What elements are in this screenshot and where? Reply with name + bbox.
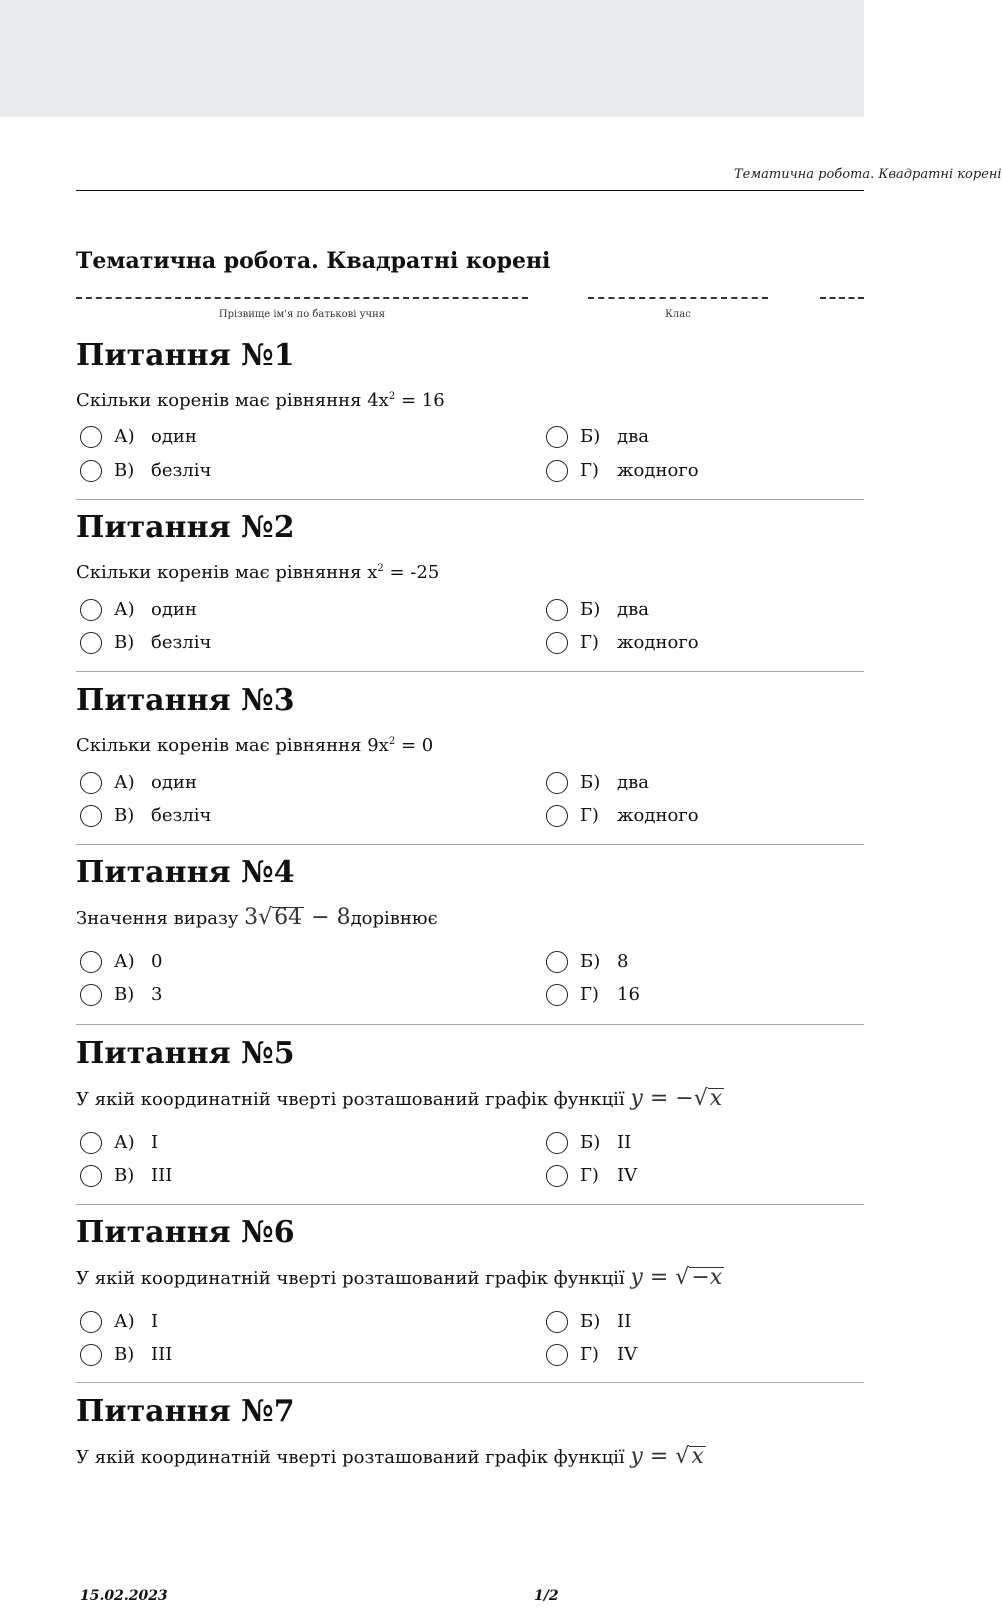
question-title: Питання №5: [76, 1036, 295, 1071]
footer-date: 15.02.2023: [80, 1588, 168, 1604]
math-expression: y = −√x: [630, 1086, 723, 1111]
math-expression: y = √x: [630, 1444, 704, 1469]
question-title: Питання №2: [76, 510, 295, 545]
radio-button[interactable]: [546, 599, 568, 621]
radio-button[interactable]: [546, 1132, 568, 1154]
header-divider: [76, 190, 864, 191]
question-title: Питання №3: [76, 683, 295, 718]
question-text: Значення виразу 3√64 − 8дорівнює: [76, 905, 438, 930]
radio-button[interactable]: [546, 772, 568, 794]
radio-button[interactable]: [546, 426, 568, 448]
question-title: Питання №7: [76, 1394, 295, 1429]
class-field-label: Клас: [665, 309, 691, 320]
question-divider: [76, 671, 864, 672]
radio-button[interactable]: [80, 460, 102, 482]
name-field-label: Прізвище ім'я по батькові учня: [218, 309, 386, 320]
math-expression: 3√64 − 8: [244, 905, 351, 930]
radio-button[interactable]: [80, 1344, 102, 1366]
radio-button[interactable]: [546, 460, 568, 482]
question-divider: [76, 499, 864, 500]
name-field-line[interactable]: [76, 297, 528, 299]
radio-button[interactable]: [80, 951, 102, 973]
question-text: У якій координатній чверті розташований графік функції y = −√x: [76, 1086, 723, 1111]
class-field-line[interactable]: [588, 297, 768, 299]
radio-button[interactable]: [546, 805, 568, 827]
running-header: Тематична робота. Квадратні корені: [734, 167, 1002, 182]
radio-button[interactable]: [80, 1311, 102, 1333]
radio-button[interactable]: [80, 1132, 102, 1154]
radio-button[interactable]: [80, 805, 102, 827]
question-divider: [76, 1024, 864, 1025]
question-text: У якій координатній чверті розташований графік функції y = √x: [76, 1444, 704, 1469]
question-divider: [76, 844, 864, 845]
radio-button[interactable]: [80, 1165, 102, 1187]
footer-page-number: 1/2: [534, 1588, 559, 1604]
question-text: Скільки коренів має рівняння $4x^2 = 16$: [76, 390, 445, 411]
math-expression: y = √−x: [630, 1265, 723, 1290]
question-title: Питання №6: [76, 1215, 295, 1250]
radio-button[interactable]: [546, 1344, 568, 1366]
question-divider: [76, 1204, 864, 1205]
radio-button[interactable]: [546, 1165, 568, 1187]
question-text: Скільки коренів має рівняння $x^2 = -25$: [76, 562, 440, 583]
radio-button[interactable]: [80, 984, 102, 1006]
radio-button[interactable]: [546, 984, 568, 1006]
question-text: У якій координатній чверті розташований графік функції y = √−x: [76, 1265, 723, 1290]
question-title: Питання №4: [76, 855, 295, 890]
radio-button[interactable]: [80, 599, 102, 621]
question-text: Скільки коренів має рівняння $9x^2 = 0$: [76, 735, 434, 756]
radio-button[interactable]: [80, 772, 102, 794]
radio-button[interactable]: [80, 426, 102, 448]
date-field-line[interactable]: [820, 297, 864, 299]
viewer-toolbar-area: [0, 0, 864, 117]
radio-button[interactable]: [546, 1311, 568, 1333]
document-title: Тематична робота. Квадратні корені: [76, 248, 551, 274]
question-divider: [76, 1382, 864, 1383]
radio-button[interactable]: [546, 951, 568, 973]
question-title: Питання №1: [76, 338, 295, 373]
radio-button[interactable]: [546, 632, 568, 654]
radio-button[interactable]: [80, 632, 102, 654]
